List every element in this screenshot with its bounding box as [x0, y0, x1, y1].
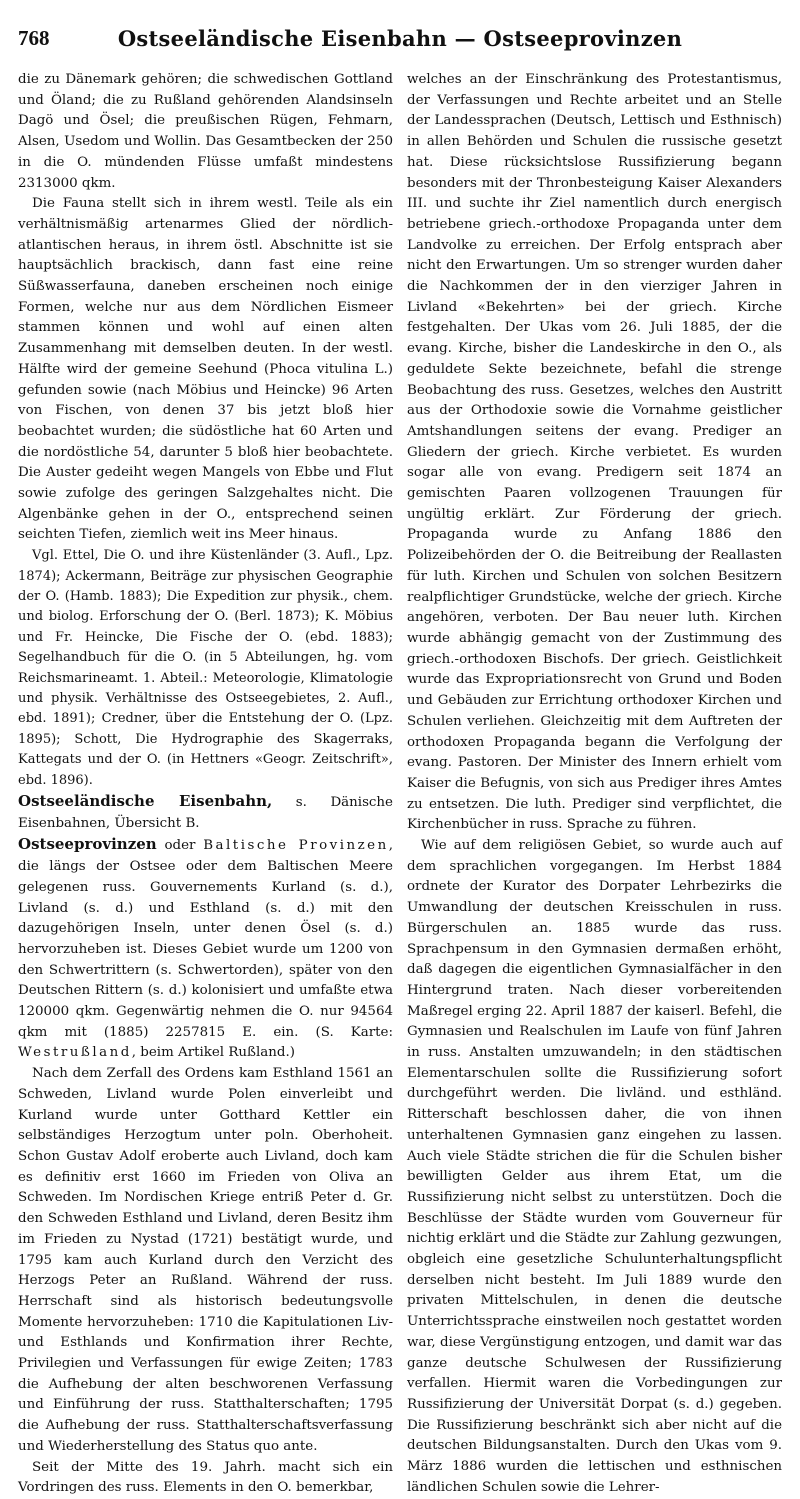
paragraph-history: Nach dem Zerfall des Ordens kam Esthland 1561 an Schweden, Livland wurde Polen einverleibt und Kurland wurde unter Gotthard Kettler ein selbständiges Herzogtum unter poln. Oberhoheit. Schon Gustav Adolf eroberte auch Livland, doch kam es definitiv erst 1660 im Frieden von Oliva an Schweden. Im Nordischen Kriege entriß Peter d. Gr. den Schweden Esthland und Livland, deren Besitz ihm im Frieden zu Nystad (1721) bestätigt wurde, und 1795 kam auch Kurland durch den Verzicht des Herzogs Peter an Rußland. Während der russ. Herrschaft sind als historisch bedeutungsvolle Momente hervorzuheben: 1710 die Kapitulationen Liv- und Esthlands und Konfirmation ihrer Rechte, Privilegien und Verfassungen für ewige Zeiten; 1783 die Aufhebung der alten beschworenen Verfassung und Einführung der russ. Statthalterschaften; 1795 die Aufhebung der russ. Statthalterschaftsverfassung und Wiederherstellung des Status quo ante.	[18, 1066, 393, 1454]
entry-spaced-term: Westrußland	[18, 1045, 132, 1061]
entry-spaced-term: Baltische Provinzen	[203, 838, 389, 854]
entry-text: s. Dänische Eisenbahnen, Übersicht B.	[18, 795, 393, 831]
bibliography-paragraph: Vgl. Ettel, Die O. und ihre Küstenländer (3. Aufl., Lpz. 1874); Ackermann, Beiträge zur physischen Geographie der O. (Hamb. 1883); Die Expedition zur physik., chem. und biolog. Erforschung der O. (Berl. 1873); K. Möbius und Fr. Heincke, Die Fische der O. (ebd. 1883); Segelhandbuch für die O. (in 5 Abteilungen, hg. vom Reichsmarineamt. 1. Abteil.: Meteorologie, Klimatologie und physik. Verhältnisse des Ostseegebietes, 2. Aufl., ebd. 1891); Credner, über die Entstehung der O. (Lpz. 1895); Schott, Die Hydrographie des Skagerraks, Kattegats und der O. (in Hettners «Geogr. Zeitschrift», ebd. 1896).	[18, 548, 393, 788]
entry-text: , beim Artikel Rußland.)	[131, 1045, 295, 1061]
entry-headword: Ostseeprovinzen	[18, 835, 157, 854]
entry-headword: Ostseeländische Eisenbahn,	[18, 792, 273, 811]
entry-ostseelaendische-eisenbahn	[18, 791, 393, 834]
entry-text: , die längs der Ostsee oder dem Baltischen Meere gelegenen russ. Gouvernements Kurland (s. d.), Livland (s. d.) und Esthland (s. d.) mit den dazugehörigen Inseln, unter denen Ösel (s. d.) hervorzuheben ist. Dieses Gebiet wurde um 1200 von den Schwertrittern (s. Schwertorden), später von den Deutschen Rittern (s. d.) kolonisiert und umfaßte etwa 120000 qkm. Gegenwärtig nehmen die O. nur 94564 qkm mit (1885) 2257815 E. ein. (S. Karte:	[18, 838, 393, 1040]
text-columns	[18, 70, 782, 1499]
entry-text: oder	[156, 838, 204, 854]
paragraph-fauna: Die Fauna stellt sich in ihrem westl. Teile als ein verhältnismäßig artenarmes Glied der nördlich-atlantischen heraus, in ihrem östl. Abschnitte ist sie hauptsächlich brackisch, dann fast eine reine Süßwasserfauna, daneben erscheinen noch einige Formen, welche nur aus dem Nördlichen Eismeer stammen können und wohl auf einen alten Zusammenhang mit demselben deuten. In der westl. Hälfte wird der gemeine Seehund (Phoca vitulina L.) gefunden sowie (nach Möbius und Heincke) 96 Arten von Fischen, von denen 37 bis jetzt bloß hier beobachtet wurden; die südöstliche hat 60 Arten und die nordöstliche 54, darunter 5 bloß hier beobachtete. Die Auster gedeiht wegen Mangels von Ebbe und Flut sowie zufolge des geringen Salzgehaltes nicht. Die Algenbänke gehen in der O., entsprechend seinen seichten Tiefen, ziemlich weit ins Meer hinaus.	[18, 196, 393, 543]
paragraph-schools: Wie auf dem religiösen Gebiet, so wurde auch auf dem sprachlichen vorgegangen. Im Herbst 1884 ordnete der Kurator des Dorpater Lehrbezirks die Umwandlung der deutschen Kreisschulen in russ. Bürgerschulen an. 1885 wurde das russ. Sprachpensum in den Gymnasien dermaßen erhöht, daß dagegen die eigentlichen Gymnasialfächer in den Hintergrund traten. Nach dieser vorbereitenden Maßregel erging 22. April 1887 der kaiserl. Befehl, die Gymnasien und Realschulen im Laufe von fünf Jahren in russ. Anstalten umzuwandeln; in den städtischen Elementarschulen sollte die Russifizierung sofort durchgeführt werden. Die livländ. und esthländ. Ritterschaft beschlossen daher, die von ihnen unterhaltenen Gymnasien ganz eingehen zu lassen. Auch viele Städte strichen die für die Schulen bisher bewilligten Gelder aus ihrem Etat, um die Russifizierung nicht selbst zu unterstützen. Doch die Beschlüsse der Städte wurden vom Gouverneur für nichtig erklärt und die Städte zur Zahlung gezwungen, obgleich eine gesetzliche Schulunterhaltungspflicht derselben nicht besteht. Im Juli 1889 wurde den privaten Mittelschulen, in denen die deutsche Unterrichtssprache einstweilen noch gestattet worden war, diese Vergünstigung entzogen, und damit war das ganze deutsche Schulwesen der Russifizierung verfallen. Hiermit waren die Vorbedingungen zur Russifizierung der Universität Dorpat (s. d.) gegeben. Die Russifizierung beschränkt sich aber nicht auf die deutschen Bildungsanstalten. Durch den Ukas vom 9. März 1886 wurden die lettischen und esthnischen ländlichen Schulen sowie die Lehrer-	[407, 838, 782, 1495]
page-number: 768	[18, 26, 50, 50]
right-column	[407, 70, 782, 1499]
paragraph-russification: welches an der Einschränkung des Protestantismus, der Verfassungen und Rechte arbeitet und an Stelle der Landessprachen (Deutsch, Lettisch und Esthnisch) in allen Behörden und Schulen die russische gesetzt hat. Diese rücksichtslose Russifizierung begann besonders mit der Thronbesteigung Kaiser Alexanders III. und suchte ihr Ziel namentlich durch energisch betriebene griech.-orthodoxe Propaganda unter dem Landvolke zu erreichen. Der Erfolg entsprach aber nicht den Erwartungen. Um so strenger wurden daher die Nachkommen der in den vierziger Jahren in Livland «Bekehrten» bei der griech. Kirche festgehalten. Der Ukas vom 26. Juli 1885, der die evang. Kirche, bisher die Landeskirche in den O., als geduldete Sekte bezeichnete, befahl die strenge Beobachtung des russ. Gesetzes, welches den Austritt aus der Orthodoxie sowie die Vornahme geistlicher Amtshandlungen seitens der evang. Prediger an Gliedern der griech. Kirche verbietet. Es wurden sogar alle von evang. Predigern seit 1874 an gemischten Paaren vollzogenen Trauungen für ungültig erklärt. Zur Förderung der griech. Propaganda wurde zu Anfang 1886 den Polizeibehörden der O. die Beitreibung der Reallasten für luth. Kirchen und Schulen von solchen Besitzern realpflichtiger Grundstücke, welche der griech. Kirche angehören, verboten. Der Bau neuer luth. Kirchen wurde abhängig gemacht von der Zustimmung des griech.-orthodoxen Bischofs. Der griech. Geistlichkeit wurde das Expropriationsrecht von Grund und Boden und Gebäuden zur Errichtung orthodoxer Kirchen und Schulen verliehen. Gleichzeitig mit dem Auftreten der orthodoxen Propaganda begann die Verfolgung der evang. Pastoren. Der Minister des Innern erhielt vom Kaiser die Befugnis, von sich aus Prediger ihres Amtes zu entsetzen. Die luth. Prediger sind verpflichtet, die Kirchenbücher in russ. Sprache zu führen.	[407, 72, 782, 833]
left-column	[18, 70, 393, 1499]
running-title: Ostseeländische Eisenbahn — Ostseeprovinzen	[117, 26, 683, 51]
entry-ostseeprovinzen	[18, 834, 393, 1064]
paragraph: Seit der Mitte des 19. Jahrh. macht sich ein Vordringen des russ. Elements in den O. bemerkbar,	[18, 1459, 393, 1496]
page-header	[18, 26, 782, 60]
paragraph: die zu Dänemark gehören; die schwedischen Gottland und Öland; die zu Rußland gehörenden Alandsinseln Dagö und Ösel; die preußischen Rügen, Fehmarn, Alsen, Usedom und Wollin. Das Gesamtbecken der 250 in die O. mündenden Flüsse umfaßt mindestens 2313000 qkm.	[18, 72, 393, 191]
